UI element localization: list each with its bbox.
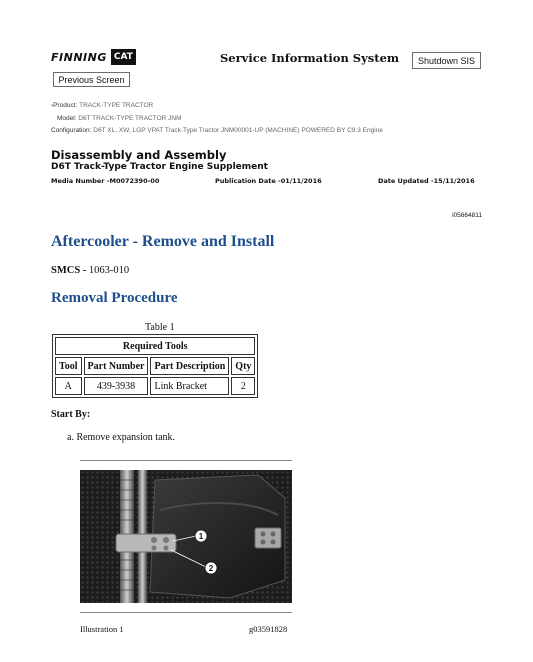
media-number: Media Number -M0072390-00 [51,177,160,185]
section-heading: Disassembly and Assembly [51,148,227,162]
table-row [55,377,255,395]
logo-cat-badge: CAT [111,49,136,65]
removal-heading: Removal Procedure [51,290,178,306]
document-id: i05664811 [452,212,482,219]
system-title: Service Information System [220,51,400,65]
document-subtitle: D6T Track-Type Tractor Engine Supplement [51,162,268,172]
finning-cat-logo [51,48,136,66]
product-value: TRACK-TYPE TRACTOR [79,102,154,109]
model-label: Model: [57,115,77,122]
config-value: D6T XL, XW, LGP VPAT Track-Type Tractor JNM00001-UP (MACHINE) POWERED BY C9.3 Engine [93,127,383,134]
illustration-reference: g03591828 [249,624,288,634]
table-caption: Table 1 [145,322,175,333]
cell-qty: 2 [231,377,255,395]
smcs-label: SMCS - [51,265,87,276]
callout-1: 1 [198,532,204,541]
step-a: a. Remove expansion tank. [67,432,176,443]
column-header-tool: Tool [55,357,82,375]
cell-tool: A [55,377,82,395]
back-chevron-icon: ‹ [51,102,54,109]
column-header-part-number: Part Number [84,357,149,375]
smcs-line [51,265,129,276]
configuration-line [51,127,383,134]
illustration-bottom-rule [80,612,292,613]
product-label: Product: [53,102,78,109]
product-line [51,102,153,109]
cell-part-number: 439-3938 [84,377,149,395]
illustration-photo [80,470,292,603]
date-updated: Date Updated -15/11/2016 [378,177,475,185]
table-title: Required Tools [55,337,255,355]
publication-date: Publication Date -01/11/2016 [215,177,322,185]
cell-part-description: Link Bracket [150,377,229,395]
illustration-caption: Illustration 1 [80,624,124,634]
required-tools-table [52,334,258,398]
page-title: Aftercooler - Remove and Install [51,233,275,250]
config-label: Configuration: [51,127,92,134]
shutdown-sis-button[interactable]: Shutdown SIS [412,52,481,69]
smcs-value: 1063-010 [88,265,130,276]
logo-finning-text: FINNING [51,50,107,64]
model-line [57,115,182,122]
column-header-part-description: Part Description [150,357,229,375]
start-by-heading: Start By: [51,409,91,420]
callout-2: 2 [208,564,214,573]
column-header-qty: Qty [231,357,255,375]
previous-screen-button[interactable]: Previous Screen [53,72,130,87]
illustration-top-rule [80,460,292,461]
model-value: D6T TRACK-TYPE TRACTOR JNM [78,115,182,122]
